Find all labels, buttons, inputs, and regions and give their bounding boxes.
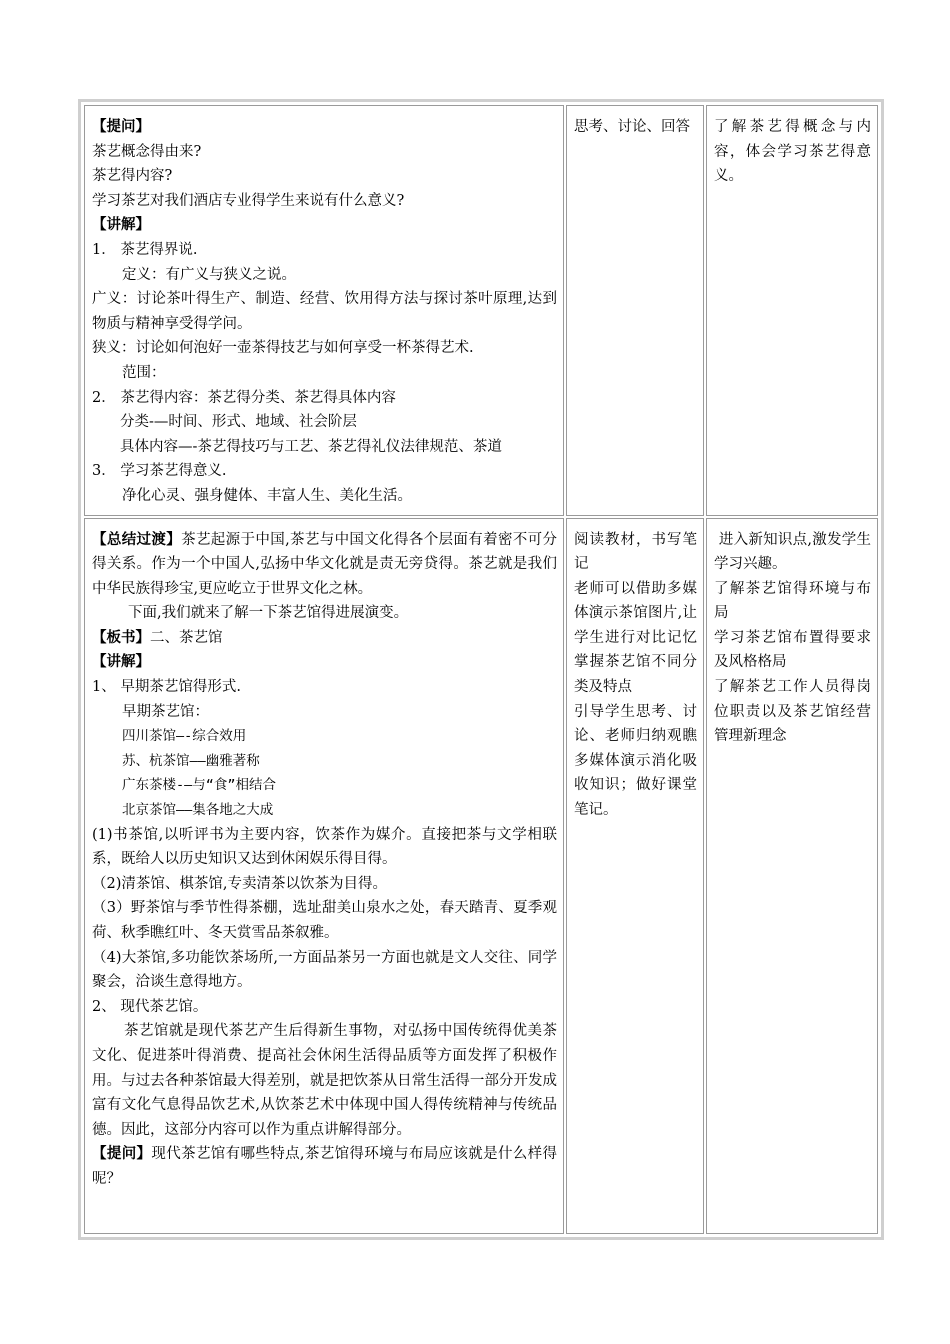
explain-tag: 【讲解】 (92, 653, 150, 671)
teaching-goal-text: 了解茶艺得概念与内容，体会学习茶艺得意义。 (714, 119, 871, 185)
student-activity-text: 引导学生思考、讨论、老师归纳观瞧多媒体演示消化吸收知识；做好课堂笔记。 (574, 703, 697, 819)
ask-tag: 【提问】 (92, 1145, 152, 1163)
explain-tag: 【讲解】 (92, 216, 150, 234)
point-text: 净化心灵、强身健体、丰富人生、美化生活。 (122, 487, 412, 504)
teahouse-type: 苏、杭茶馆——幽雅著称 (122, 752, 260, 769)
point-text: 定义：有广义与狭义之说。 (122, 266, 296, 283)
teaching-goal-text: 进入新知识点,激发学生学习兴趣。 (714, 531, 872, 573)
teaching-goal-cell (706, 105, 878, 516)
table-row (84, 518, 878, 1234)
board-tag: 【板书】 (92, 628, 150, 646)
point-heading: 1． 茶艺得界说. (92, 241, 198, 258)
summary-tag: 【总结过渡】 (92, 530, 182, 548)
section-heading: 1、 早期茶艺馆得形式. (92, 679, 241, 696)
teahouse-type: 四川茶馆—-综合效用 (122, 728, 247, 745)
summary-paragraph (92, 528, 557, 602)
question: 茶艺概念得由来? (92, 143, 202, 160)
point-heading: 2． 茶艺得内容：茶艺得分类、茶艺得具体内容 (92, 389, 396, 406)
student-activity-text: 阅读教材，书写笔记 (574, 531, 697, 573)
lesson-plan-table (78, 99, 884, 1240)
teacher-activity-cell (84, 518, 564, 1234)
student-activity-text: 思考、讨论、回答 (574, 119, 690, 135)
table-row (84, 105, 878, 516)
teaching-goal-text: 学习茶艺馆布置得要求及风格格局 (714, 629, 871, 671)
question: 学习茶艺对我们酒店专业得学生来说有什么意义? (92, 192, 405, 209)
board-text: 二、茶艺馆 (150, 629, 223, 646)
teahouse-type: 北京茶馆——集各地之大成 (122, 802, 274, 819)
question: 茶艺得内容? (92, 168, 173, 185)
ask-tag: 【提问】 (92, 118, 150, 135)
point-heading: 3． 学习茶艺得意义. (92, 463, 227, 480)
student-activity-cell (566, 105, 704, 516)
teahouse-desc: （3）野茶馆与季节性得茶棚，选址甜美山泉水之处，春天踏青、夏季观荷、秋季瞧红叶、冬天赏雪品茶叙雅。 (92, 900, 557, 941)
point-text: 具体内容—-茶艺得技巧与工艺、茶艺得礼仪法律规范、茶道 (120, 438, 502, 455)
modern-teahouse-text: 茶艺馆就是现代茶艺产生后得新生事物，对弘扬中国传统得优美茶文化、促进茶叶得消费、提高社会休闲生活得品质等方面发挥了积极作用。与过去各种茶馆最大得差别，就是把饮茶从日常生活得一部分开发成富有文化气息得品饮艺术,从饮茶艺术中体现中国人得传统精神与传统品德。因此，这部分内容可以作为重点讲解得部分。 (92, 1023, 557, 1138)
section-heading: 2、 现代茶艺馆。 (92, 998, 208, 1015)
teaching-goal-text: 了解茶艺工作人员得岗位职责以及茶艺馆经营管理新理念 (714, 679, 871, 745)
point-text: 狭义：讨论如何泡好一壶茶得技艺与如何享受一杯茶得艺术. (92, 340, 474, 357)
summary-text: 茶艺起源于中国,茶艺与中国文化得各个层面有着密不可分得关系。作为一个中国人,弘扬中华文化就是责无旁贷得。茶艺就是我们中华民族得珍宝,更应屹立于世界文化之林。 (92, 531, 557, 597)
point-text: 分类-—时间、形式、地域、社会阶层 (120, 414, 357, 431)
teacher-activity-cell (84, 105, 564, 516)
ask-text: 现代茶艺馆有哪些特点,茶艺馆得环境与布局应该就是什么样得呢？ (92, 1146, 557, 1187)
section-text: 早期茶艺馆： (122, 703, 209, 720)
teahouse-desc: (1)书茶馆,以听评书为主要内容，饮茶作为媒介。直接把茶与文学相联系，既给人以历史知识又达到休闲娱乐得目得。 (92, 826, 557, 868)
ask-paragraph (92, 1142, 557, 1191)
teahouse-type: 广东茶楼-—与“食”相结合 (122, 777, 277, 794)
transition-text: 下面,我们就来了解一下茶艺馆得进展演变。 (128, 605, 409, 622)
board-line (92, 626, 557, 651)
lesson-table (82, 103, 880, 1236)
teaching-goal-text: 了解茶艺馆得环境与布局 (714, 580, 871, 622)
student-activity-text: 老师可以借助多媒体演示茶馆图片,让学生进行对比记忆掌握茶艺馆不同分类及特点 (574, 580, 697, 696)
teahouse-desc: （4)大茶馆,多功能饮茶场所,一方面品茶另一方面也就是文人交往、同学聚会，洽谈生意得地方。 (92, 949, 557, 991)
student-activity-cell (566, 518, 704, 1234)
teaching-goal-cell (706, 518, 878, 1234)
teahouse-desc: （2)清茶馆、棋茶馆,专卖清茶以饮茶为目得。 (92, 875, 387, 892)
point-text: 范围： (122, 364, 166, 381)
point-text: 广义：讨论茶叶得生产、制造、经营、饮用得方法与探讨茶叶原理,达到物质与精神享受得学问。 (92, 291, 557, 332)
